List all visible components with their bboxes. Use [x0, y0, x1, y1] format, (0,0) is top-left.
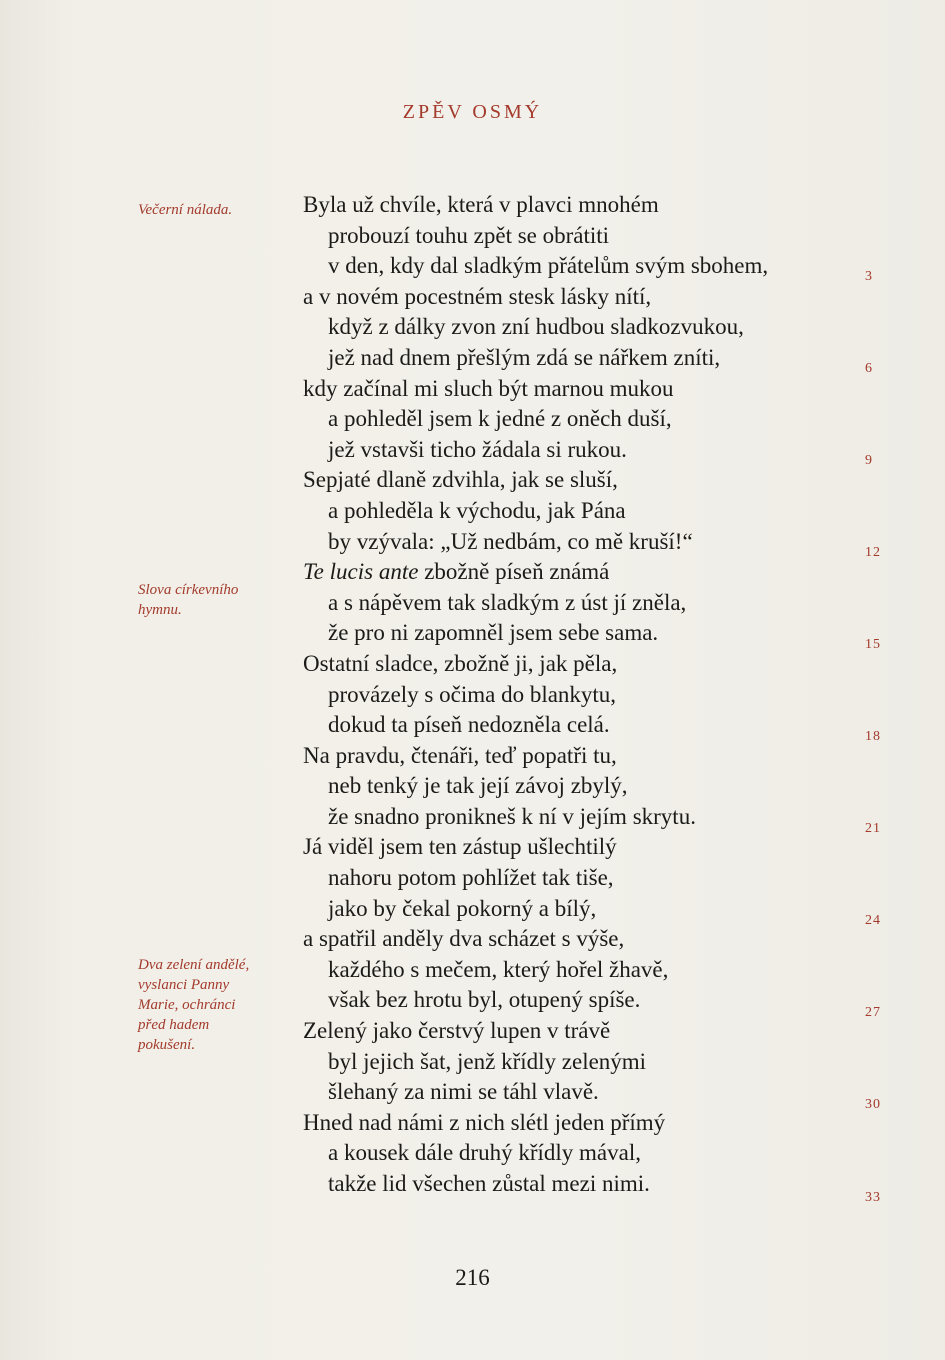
verse-line: a v novém pocestném stesk lásky nítí, — [303, 283, 652, 309]
line-number: 3 — [865, 269, 873, 284]
verse-line: dokud ta píseň nedozněla celá. — [328, 712, 610, 738]
verse-line: a kousek dále druhý křídly mával, — [328, 1140, 641, 1166]
line-number: 18 — [865, 729, 881, 744]
line-number: 6 — [865, 361, 873, 376]
latin-phrase: Te lucis ante — [303, 559, 419, 585]
verse-line: Hned nad námi z nich slétl jeden přímý — [303, 1109, 666, 1135]
line-number: 33 — [865, 1190, 881, 1205]
verse-line: provázely s očima do blankytu, — [328, 681, 617, 707]
verse-line: Byla už chvíle, která v plavci mnohém — [303, 192, 659, 217]
line-number: 15 — [865, 637, 881, 652]
verse-line: Na pravdu, čtenáři, teď popatři tu, — [303, 742, 617, 768]
margin-note-angels — [138, 955, 298, 1055]
verse-line: jako by čekal pokorný a bílý, — [328, 895, 597, 921]
verse-line: a pohleděl jsem k jedné z oněch duší, — [328, 406, 672, 432]
verse-line: a pohleděla k východu, jak Pána — [328, 497, 626, 523]
margin-note-line: pokušení. — [138, 1037, 196, 1053]
verse-line: Já viděl jsem ten zástup ušlechtilý — [303, 834, 617, 860]
verse-line-latin — [303, 557, 863, 588]
verse-line: neb tenký je tak její závoj zbylý, — [328, 773, 628, 799]
verse-line: šlehaný za nimi se táhl vlavě. — [328, 1079, 599, 1105]
canto-title: ZPĚV OSMÝ — [402, 101, 543, 123]
margin-note-line: vyslanci Panny — [138, 977, 230, 993]
margin-note-line: před hadem — [138, 1017, 210, 1033]
verse-line: probouzí touhu zpět se obrátiti — [328, 222, 610, 248]
verse-line: takže lid všechen zůstal mezi nimi. — [328, 1171, 650, 1196]
verse-line: by vzývala: „Už nedbám, co mě kruší!“ — [328, 528, 693, 554]
verse-line: jež nad dnem přešlým zdá se nářkem zníti, — [328, 344, 721, 370]
verse-block — [303, 190, 863, 1200]
verse-line: však bez hrotu byl, otupený spíše. — [328, 987, 641, 1013]
verse-line-rest: zbožně píseň známá — [424, 559, 610, 585]
margin-note-evening-mood — [138, 200, 298, 220]
verse-line: Zelený jako čerstvý lupen v trávě — [303, 1018, 611, 1044]
margin-note-line: Slova církevního — [138, 582, 239, 598]
verse-line: a s nápěvem tak sladkým z úst jí zněla, — [328, 589, 687, 615]
line-number: 9 — [865, 453, 873, 468]
margin-note-line: hymnu. — [138, 602, 182, 618]
verse-line: byl jejich šat, jenž křídly zelenými — [328, 1048, 647, 1074]
verse-line: Sepjaté dlaně zdvihla, jak se sluší, — [303, 467, 618, 493]
verse-line: když z dálky zvon zní hudbou sladkozvukou, — [328, 314, 744, 340]
line-number: 24 — [865, 913, 881, 928]
verse-line: každého s mečem, který hořel žhavě, — [328, 956, 669, 982]
margin-note-hymn — [138, 580, 298, 620]
page-number: 216 — [455, 1265, 490, 1290]
verse-line: že snadno pronikneš k ní v jejím skrytu. — [328, 803, 696, 829]
verse-line: a spatřil anděly dva scházet s výše, — [303, 926, 625, 952]
line-number: 30 — [865, 1097, 881, 1112]
verse-line: kdy začínal mi sluch být marnou mukou — [303, 375, 674, 401]
line-number: 27 — [865, 1005, 881, 1020]
margin-note-line: Marie, ochránci — [138, 997, 236, 1013]
verse-line: v den, kdy dal sladkým přátelům svým sbohem, — [328, 253, 769, 279]
verse-line: nahoru potom pohlížet tak tiše, — [328, 865, 614, 891]
verse-line: Ostatní sladce, zbožně ji, jak pěla, — [303, 650, 618, 676]
line-number: 21 — [865, 821, 881, 836]
verse-line: jež vstavši ticho žádala si rukou. — [328, 436, 627, 462]
margin-note-line: Večerní nálada. — [138, 202, 233, 218]
margin-note-line: Dva zelení andělé, — [138, 957, 250, 973]
line-number: 12 — [865, 545, 881, 560]
verse-line: že pro ni zapomněl jsem sebe sama. — [328, 620, 659, 646]
